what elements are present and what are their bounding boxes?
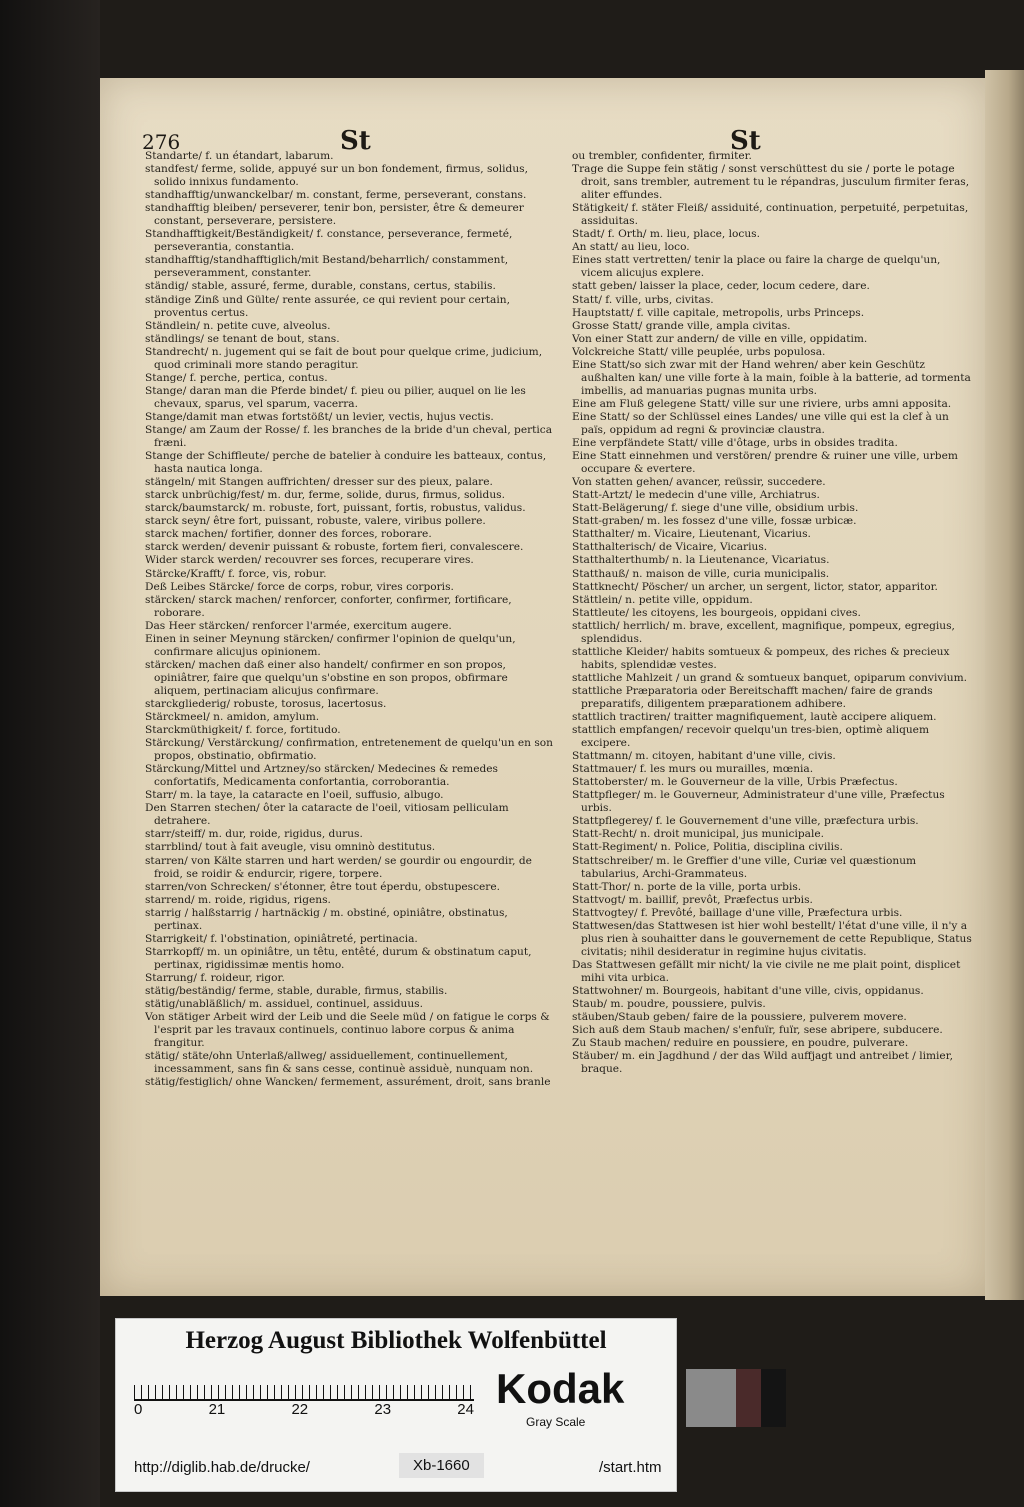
dictionary-entry: Eine Statt/ so der Schlüssel eines Landes/ une ville qui est la clef à un païs, oppidum ad regni & provinciæ claustra. xyxy=(572,410,949,436)
dictionary-entry: Stattwohner/ m. Bourgeois, habitant d'une ville, civis, oppidanus. xyxy=(572,985,924,997)
dictionary-entry: Stattvogtey/ f. Prevôté, baillage d'une ville, Præfectura urbis. xyxy=(572,906,903,919)
dictionary-entry: Deß Leibes Stärcke/ force de corps, robur, vires corporis. xyxy=(145,580,454,593)
dictionary-entry: starr/steiff/ m. dur, roide, rigidus, durus. xyxy=(145,828,363,841)
dictionary-entry: starck machen/ fortifier, donner des forces, roborare. xyxy=(145,528,432,541)
dictionary-entry: Starrigkeit/ f. l'obstination, opiniâtreté, pertinacia. xyxy=(145,932,418,945)
ruler-labels xyxy=(134,1401,474,1418)
dictionary-entry: Stattwesen/das Stattwesen ist hier wohl bestellt/ l'état d'une ville, il n'y a plus rien à souhaitter dans le gouvernement de cette Republique, Status civitatis; nihil desideratur in regimine hujus civitatis. xyxy=(572,919,972,958)
dictionary-entry: Stattpflegerey/ f. le Gouvernement d'une ville, præfectura urbis. xyxy=(572,815,919,828)
dictionary-page xyxy=(100,78,985,1296)
dictionary-entry: Standhafftigkeit/Beständigkeit/ f. constance, perseverance, fermeté, perseverantia, constantia. xyxy=(145,228,513,254)
dictionary-entry: Statthalterthumb/ n. la Lieutenance, Vicariatus. xyxy=(572,554,830,567)
dictionary-entry: Stärckung/Mittel und Artzney/so stärcken/ Medecines & remedes confortatifs, Medicamenta confortantia, corroborantia. xyxy=(145,763,498,789)
dictionary-entry: Starrung/ f. roideur, rigor. xyxy=(145,971,285,984)
dictionary-entry: Statt-Artzt/ le medecin d'une ville, Archiatrus. xyxy=(572,489,820,502)
dictionary-entry: Eine am Fluß gelegene Statt/ ville sur une riviere, urbs amni apposita. xyxy=(572,397,952,410)
dictionary-entry: Volckreiche Statt/ ville peuplée, urbs populosa. xyxy=(572,345,826,358)
dictionary-entry: starrblind/ tout à fait aveugle, visu omninò destitutus. xyxy=(145,841,436,854)
dictionary-entry: stattliche Mahlzeit / un grand & somtueux banquet, opiparum convivium. xyxy=(572,671,968,684)
dictionary-entry: Wider starck werden/ recouvrer ses forces, recuperare vires. xyxy=(145,554,474,567)
dictionary-entry: starck werden/ devenir puissant & robuste, fortem fieri, convalescere. xyxy=(145,541,524,554)
dictionary-entry: stätig/unabläßlich/ m. assiduel, continuel, assiduus. xyxy=(145,998,423,1011)
dictionary-entry: Statt-Recht/ n. droit municipal, jus municipale. xyxy=(572,828,824,841)
ruler-label: 21 xyxy=(208,1401,226,1418)
scanner-backdrop xyxy=(0,0,100,1507)
dictionary-entry: Staub/ m. poudre, poussiere, pulvis. xyxy=(572,998,766,1011)
dictionary-entry: stattlich tractiren/ traitter magnifiquement, lautè accipere aliquem. xyxy=(572,711,937,724)
dictionary-entry: stäuben/Staub geben/ faire de la poussiere, pulverem movere. xyxy=(572,1011,907,1024)
dictionary-entry: Statthalterisch/ de Vicaire, Vicarius. xyxy=(572,541,768,554)
dictionary-entry: ständlings/ se tenant de bout, stans. xyxy=(145,332,340,345)
dictionary-entry: Stäuber/ m. ein Jagdhund / der das Wild auffjagt und antreibet / limier, braque. xyxy=(572,1050,953,1076)
running-head-left: St xyxy=(340,126,371,156)
dictionary-entry: Stange/ f. perche, pertica, contus. xyxy=(145,371,328,384)
ruler-label: 22 xyxy=(291,1401,309,1418)
next-page-edge xyxy=(985,70,1024,1300)
kodak-brand: Kodak xyxy=(496,1365,625,1412)
dictionary-entry: Stattoberster/ m. le Gouverneur de la ville, Urbis Præfectus. xyxy=(572,776,898,789)
digital-library-url: http://diglib.hab.de/drucke/ xyxy=(134,1459,310,1476)
dictionary-entry: Stärckmeel/ n. amidon, amylum. xyxy=(145,711,320,724)
dictionary-entry: starrig / halßstarrig / hartnäckig / m. obstiné, opiniâtre, obstinatus, pertinax. xyxy=(145,906,508,932)
dictionary-entry: Eine verpfändete Statt/ ville d'ôtage, urbs in obsides tradita. xyxy=(572,437,898,450)
dictionary-entry: stärcken/ starck machen/ renforcer, conforter, confirmer, fortificare, roborare. xyxy=(145,593,512,619)
dictionary-entry: An statt/ au lieu, loco. xyxy=(572,241,690,254)
dictionary-entry: Starr/ m. la taye, la cataracte en l'oeil, suffusio, albugo. xyxy=(145,789,444,802)
dictionary-entry: ständig/ stable, assuré, ferme, durable, constans, certus, stabilis. xyxy=(145,280,496,293)
ruler-label: 23 xyxy=(374,1401,392,1418)
running-head-right: St xyxy=(730,126,761,156)
dictionary-entry: Sich auß dem Staub machen/ s'enfuïr, fuïr, sese abripere, subducere. xyxy=(572,1024,943,1037)
dictionary-entry: standhafftig/unwanckelbar/ m. constant, ferme, perseverant, constans. xyxy=(145,189,527,202)
dictionary-entry: Starckmüthigkeit/ f. force, fortitudo. xyxy=(145,724,341,737)
dictionary-entry: stattlich empfangen/ recevoir quelqu'un tres-bien, optimè aliquem excipere. xyxy=(572,724,930,750)
left-column xyxy=(145,150,553,1285)
dictionary-entry: Ständlein/ n. petite cuve, alveolus. xyxy=(145,319,331,332)
dictionary-entry: starren/von Schrecken/ s'étonner, être tout éperdu, obstupescere. xyxy=(145,880,500,893)
gray-patch-black xyxy=(761,1369,786,1427)
dictionary-entry: ou trembler, confidenter, firmiter. xyxy=(572,150,752,162)
dictionary-entry: Von stätiger Arbeit wird der Leib und die Seele müd / on fatigue le corps & l'esprit par les travaux continuels, continuo labore corpus & anima frangitur. xyxy=(145,1011,550,1050)
dictionary-entry: starck unbrüchig/fest/ m. dur, ferme, solide, durus, firmus, solidus. xyxy=(145,489,505,502)
dictionary-entry: Statthalter/ m. Vicaire, Lieutenant, Vicarius. xyxy=(572,528,811,541)
dictionary-entry: Statthauß/ n. maison de ville, curia municipalis. xyxy=(572,567,830,580)
dictionary-entry: stattlich/ herrlich/ m. brave, excellent, magnifique, pompeux, egregius, splendidus. xyxy=(572,619,955,645)
gray-patch-mid xyxy=(686,1369,736,1427)
dictionary-entry: Den Starren stechen/ ôter la cataracte de l'oeil, vitiosam pelliculam detrahere. xyxy=(145,802,509,828)
dictionary-entry: Stattvogt/ m. baillif, prevôt, Præfectus urbis. xyxy=(572,893,813,906)
ruler-label: 24 xyxy=(457,1401,474,1418)
dictionary-entry: Statt/ f. ville, urbs, civitas. xyxy=(572,293,714,306)
dictionary-entry: stattliche Kleider/ habits somtueux & pompeux, des riches & precieux habits, splendidæ vestes. xyxy=(572,645,950,671)
dictionary-entry: Statt-Regiment/ n. Police, Politia, disciplina civilis. xyxy=(572,841,843,854)
dictionary-entry: Eines statt vertretten/ tenir la place ou faire la charge de quelqu'un, vicem alicujus explere. xyxy=(572,254,941,280)
page-number: 276 xyxy=(142,130,181,154)
measurement-ruler xyxy=(134,1367,474,1401)
dictionary-entry: Stattpfleger/ m. le Gouverneur, Administrateur d'une ville, Præfectus urbis. xyxy=(572,789,945,815)
dictionary-entry: Von statten gehen/ avancer, reüssir, succedere. xyxy=(572,476,826,489)
dictionary-entry: Starrkopff/ m. un opiniâtre, un têtu, entêté, durum & obstinatum caput, pertinax, rigidissimæ mentis homo. xyxy=(145,945,532,971)
dictionary-entry: starrend/ m. roide, rigidus, rigens. xyxy=(145,893,331,906)
dictionary-entry: Stattmauer/ f. les murs ou murailles, mœnia. xyxy=(572,763,814,776)
dictionary-entry: ständige Zinß und Gülte/ rente assurée, ce qui revient pour certain, proventus certus. xyxy=(145,293,510,319)
dictionary-entry: statt geben/ laisser la place, ceder, locum cedere, dare. xyxy=(572,280,870,293)
dictionary-entry: Statt-Belägerung/ f. siege d'une ville, obsidium urbis. xyxy=(572,502,859,515)
dictionary-entry: stätig/ stäte/ohn Unterlaß/allweg/ assiduellement, continuellement, incessamment, sans fin & sans cesse, continuè assiduè, nunquam non. xyxy=(145,1050,534,1076)
dictionary-entry: Stattknecht/ Pöscher/ un archer, un sergent, lictor, stator, apparitor. xyxy=(572,580,938,593)
dictionary-entry: Hauptstatt/ f. ville capitale, metropolis, urbs Princeps. xyxy=(572,306,865,319)
dictionary-entry: Eine Statt/so sich zwar mit der Hand wehren/ aber kein Geschütz außhalten kan/ une ville forte à la main, foible à la batterie, ad tormenta imbellis, ad manuarias pugnas munita urbs. xyxy=(572,358,971,397)
dictionary-entry: Stätigkeit/ f. stäter Fleiß/ assiduité, continuation, perpetuité, perpetuitas, assiduitas. xyxy=(572,202,969,228)
dictionary-entry: Stange der Schiffleute/ perche de batelier à conduire les batteaux, contus, hasta nautica longa. xyxy=(145,450,547,476)
dictionary-entry: starren/ von Kälte starren und hart werden/ se gourdir ou engourdir, de froid, se roidir & endurcir, rigere, torpere. xyxy=(145,854,532,880)
dictionary-entry: Zu Staub machen/ reduire en poussiere, en poudre, pulverare. xyxy=(572,1037,909,1050)
dictionary-entry: Stange/damit man etwas fortstößt/ un levier, vectis, hujus vectis. xyxy=(145,410,494,423)
ruler-label: 0 xyxy=(134,1401,143,1418)
dictionary-entry: Stange/ daran man die Pferde bindet/ f. pieu ou pilier, auquel on lie les chevaux, sparus, vel sparum, vacerra. xyxy=(145,384,526,410)
dictionary-entry: stattliche Præparatoria oder Bereitschafft machen/ faire de grands preparatifs, diligentem præparationem adhibere. xyxy=(572,684,933,710)
dictionary-entry: Stättlein/ n. petite ville, oppidum. xyxy=(572,593,753,606)
dictionary-entry: Einen in seiner Meynung stärcken/ confirmer l'opinion de quelqu'un, confirmare alicujus opinionem. xyxy=(145,632,516,658)
dictionary-entry: Das Heer stärcken/ renforcer l'armée, exercitum augere. xyxy=(145,619,452,632)
dictionary-entry: stängeln/ mit Stangen auffrichten/ dresser sur des pieux, palare. xyxy=(145,476,493,489)
dictionary-entry: Das Stattwesen gefällt mir nicht/ la vie civile ne me plait point, displicet mihi vita urbica. xyxy=(572,958,961,984)
dictionary-entry: Stange/ am Zaum der Rosse/ f. les branches de la bride d'un cheval, pertica fræni. xyxy=(145,423,553,450)
dictionary-entry: starck seyn/ être fort, puissant, robuste, valere, viribus pollere. xyxy=(145,515,486,528)
dictionary-entry: Grosse Statt/ grande ville, ampla civitas. xyxy=(572,319,791,332)
dictionary-entry: Statt-graben/ m. les fossez d'une ville, fossæ urbicæ. xyxy=(572,515,857,528)
dictionary-entry: starckgliederig/ robuste, torosus, lacertosus. xyxy=(145,697,387,710)
dictionary-entry: standhafftig/standhafftiglich/mit Bestand/beharrlich/ constamment, perseveramment, constanter. xyxy=(145,254,509,280)
dictionary-entry: stärcken/ machen daß einer also handelt/ confirmer en son propos, opiniâtrer, faire que quelqu'un s'obstine en son propos, obfirmare aliquem, pertinaciam alicujus confirmare. xyxy=(145,658,508,697)
dictionary-entry: Eine Statt einnehmen und verstören/ prendre & ruiner une ville, urbem occupare & evertere. xyxy=(572,450,958,476)
dictionary-entry: Stärcke/Krafft/ f. force, vis, robur. xyxy=(145,567,327,580)
dictionary-entry: stätig/festiglich/ ohne Wancken/ fermement, assurément, droit, sans branle xyxy=(145,1076,551,1089)
dictionary-entry: Von einer Statt zur andern/ de ville en ville, oppidatim. xyxy=(572,332,868,345)
dictionary-entry: Stattleute/ les citoyens, les bourgeois, oppidani cives. xyxy=(572,606,861,619)
right-column xyxy=(572,150,974,1285)
dictionary-entry: Stadt/ f. Orth/ m. lieu, place, locus. xyxy=(572,228,760,241)
shelfmark: Xb-1660 xyxy=(399,1453,484,1478)
dictionary-entry: starck/baumstarck/ m. robuste, fort, puissant, fortis, robustus, validus. xyxy=(145,502,526,515)
dictionary-entry: Standrecht/ n. jugement qui se fait de bout pour quelque crime, judicium, quod criminali more stando peragitur. xyxy=(145,345,543,371)
dictionary-entry: standhafftig bleiben/ perseverer, tenir bon, persister, être & demeurer constant, perseverare, persistere. xyxy=(145,202,524,228)
dictionary-entry: Trage die Suppe fein stätig / sonst verschüttest du sie / porte le potage droit, sans trembler, autrement tu le répandras, jusculum firmiter feras, aliter effundes. xyxy=(572,163,970,202)
library-title: Herzog August Bibliothek Wolfenbüttel xyxy=(185,1327,607,1354)
dictionary-entry: standfest/ ferme, solide, appuyé sur un bon fondement, firmus, solidus, solido innixus fundamento. xyxy=(145,163,528,189)
dictionary-entry: Stattmann/ m. citoyen, habitant d'une ville, civis. xyxy=(572,750,836,763)
color-calibration-card xyxy=(115,1318,677,1492)
start-page-path: /start.htm xyxy=(599,1459,662,1476)
gray-scale-label: Gray Scale xyxy=(526,1415,586,1429)
dictionary-entry: Stattschreiber/ m. le Greffier d'une ville, Curiæ vel quæstionum tabularius, Archi-Grammateus. xyxy=(572,854,917,880)
dictionary-entry: Statt-Thor/ n. porte de la ville, porta urbis. xyxy=(572,880,802,893)
dictionary-entry: stätig/beständig/ ferme, stable, durable, firmus, stabilis. xyxy=(145,985,448,997)
dictionary-entry: Stärckung/ Verstärckung/ confirmation, entretenement de quelqu'un en son propos, obstinatio, obfirmatio. xyxy=(145,737,553,763)
dictionary-entry: Standarte/ f. un étandart, labarum. xyxy=(145,150,334,162)
